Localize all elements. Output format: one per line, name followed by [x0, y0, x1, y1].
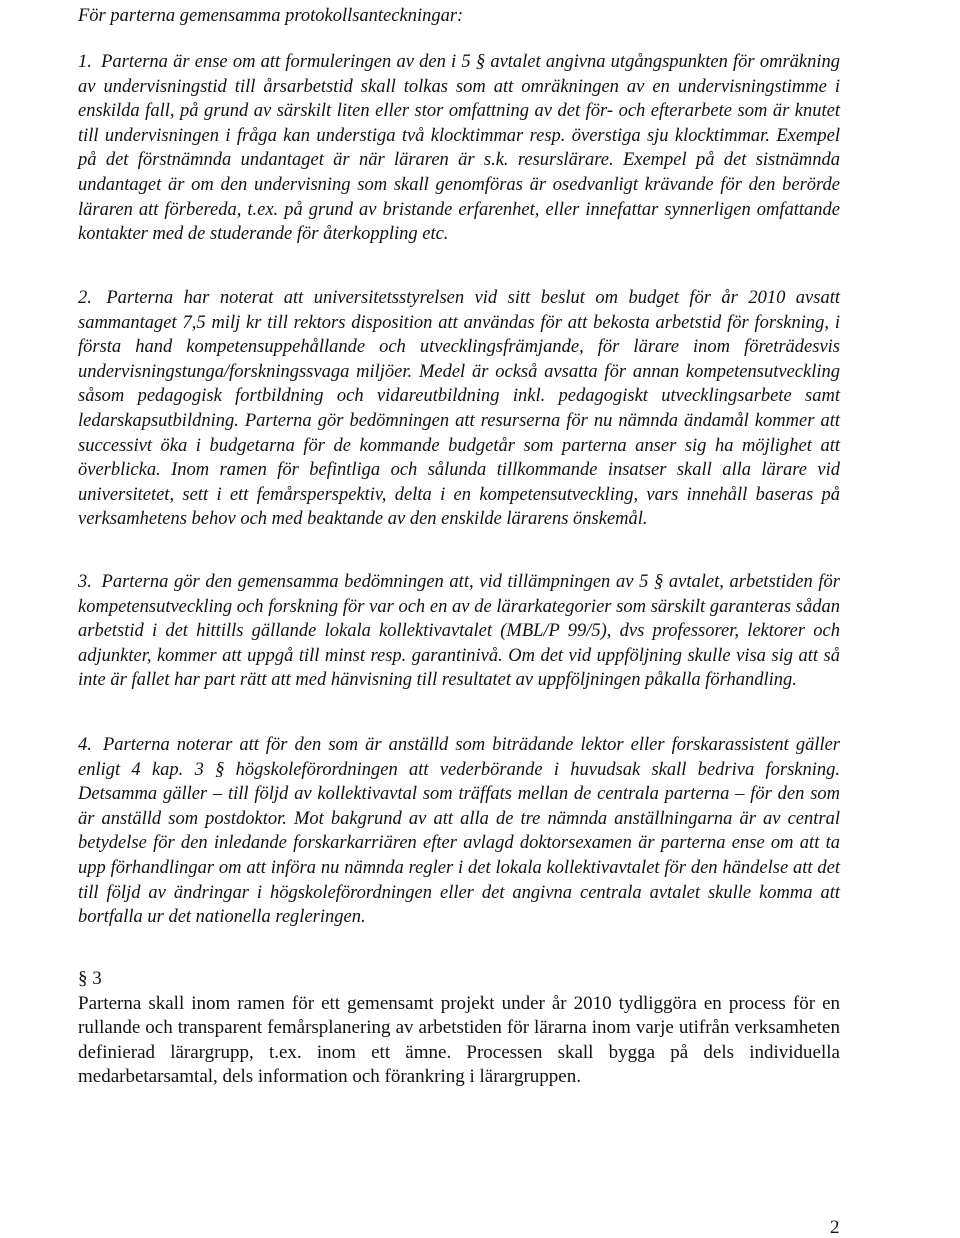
- note-item-2-number: 2.: [78, 288, 92, 308]
- note-item-1-number: 1.: [78, 52, 92, 72]
- note-item-3-number: 3.: [78, 572, 92, 592]
- note-item-2-text: Parterna har noterat att universitetsstyrelsen vid sitt beslut om budget för år 2010 avsatt sammantaget 7,5 milj kr till rektors disposition att användas för att bekosta arbetstid för forskning, i första hand kompetensuppehållande och utvecklingsfrämjande, för lärare inom företrädesvis undervisningstunga/forskningssvaga miljöer. Medel är också avsatta för annan kompetensutveckling såsom pedagogisk fortbildning och vidareutbildning inkl. pedagogiskt utvecklingsarbete samt ledarskapsutbildning. Parterna gör bedömningen att resurserna för nu nämnda ändamål kommer att successivt öka i budgetarna för de kommande budgetår som parterna anser sig ha möjlighet att överblicka. Inom ramen för befintliga och sålunda tillkommande insatser skall alla lärare vid universitetet, sett i ett femårsperspektiv, delta i en kompetensutveckling, vars innehåll baseras på verksamhetens behov och med beaktande av den enskilde lärarens önskemål.: [78, 288, 840, 530]
- section-3-heading: § 3: [78, 968, 102, 989]
- note-item-4-text: Parterna noterar att för den som är anställd som biträdande lektor eller forskarassistent gäller enligt 4 kap. 3 § högskoleförordningen att vederbörande i huvudsak skall bedriva forskning. Detsamma gäller – till följd av kollektivavtal som träffats mellan de centrala parterna – för den som är anställd som postdoktor. Mot bakgrund av att alla de tre nämnda anställningarna är av central betydelse för den inledande forskarkarriären efter avlagd doktorsexamen är parterna ense om att ta upp förhandlingar om att införa nu nämnda regler i det lokala kollektivavtalet för den händelse att det till följd av ändringar i högskoleförordningen eller det angivna centrala avtalet skulle komma att bortfalla ur det nationella regleringen.: [78, 735, 841, 928]
- note-item-1: [78, 50, 840, 247]
- note-item-4: [78, 733, 840, 930]
- note-item-3-text: Parterna gör den gemensamma bedömningen att, vid tillämpningen av 5 § avtalet, arbetstiden för kompetensutveckling och forskning för var och en av de lärarkategorier som särskilt garanteras sådan arbetstid i det hittills gällande lokala kollektivavtalet (MBL/P 99/5), dvs professorer, lektorer och adjunkter, kommer att uppgå till minst resp. garantinivå. Om det vid uppföljning skulle visa sig att så inte är fallet har part rätt att med hänvisning till resultatet av uppföljningen påkalla förhandling.: [78, 572, 841, 691]
- page-number: 2: [830, 1217, 840, 1238]
- protocol-notes-heading: För parterna gemensamma protokollsanteckningar:: [78, 6, 464, 26]
- note-item-3: [78, 570, 840, 693]
- note-item-2: [78, 286, 840, 532]
- note-item-1-text: Parterna är ense om att formuleringen av den i 5 § avtalet angivna utgångspunkten för omräkning av undervisningstid till årsarbetstid skall tolkas som att omräkningen av en undervisningstimme i enskilda fall, på grund av särskilt liten eller stor omfattning av det för- och efterarbete som är knutet till undervisningen i fråga kan understiga två klocktimmar resp. överstiga sju klocktimmar. Exempel på det förstnämnda undantaget är när läraren är s.k. resurslärare. Exempel på det sistnämnda undantaget är om den undervisning som skall genomföras är osedvanligt krävande för den berörde läraren att förbereda, t.ex. på grund av bristande erfarenhet, eller innefattar synnerligen omfattande kontakter med de studerande för återkoppling etc.: [78, 52, 840, 245]
- section-3-body: Parterna skall inom ramen för ett gemensamt projekt under år 2010 tydliggöra en process för en rullande och transparent femårsplanering av arbetstiden för lärarna inom varje utifrån verksamheten definierad lärargrupp, t.ex. inom ett ämne. Processen skall bygga på dels individuella medarbetarsamtal, dels information och förankring i lärargruppen.: [78, 993, 840, 1088]
- note-item-4-number: 4.: [78, 735, 92, 755]
